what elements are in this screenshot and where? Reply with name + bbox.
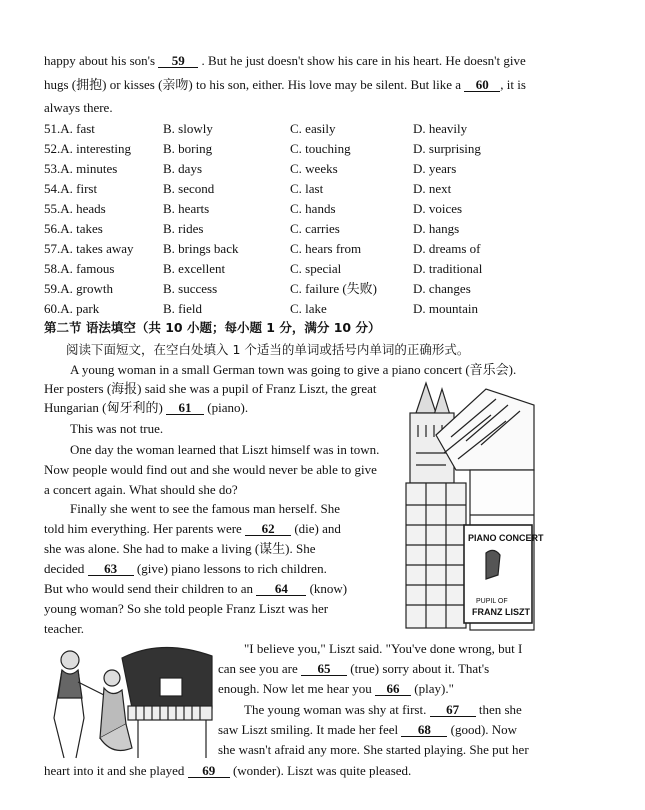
blank-69[interactable]: 69 (188, 764, 230, 778)
piano-illustration (42, 638, 214, 762)
blank-59[interactable]: 59 (158, 54, 198, 68)
option-a-text[interactable]: A. takes away (60, 241, 134, 256)
option-c[interactable]: C. last (290, 181, 324, 196)
option-b[interactable]: B. slowly (163, 121, 213, 136)
option-a[interactable] (44, 141, 131, 157)
question-number: 51. (44, 121, 61, 136)
p2-l16: can see you are 65 (true) sorry about it. That's (218, 661, 490, 676)
option-d[interactable]: D. heavily (413, 121, 468, 136)
blank-67[interactable]: 67 (430, 703, 476, 717)
passage1-line3: always there. (44, 100, 113, 115)
option-b[interactable]: B. boring (163, 141, 213, 156)
option-a[interactable] (44, 161, 117, 177)
option-c[interactable]: C. hands (290, 201, 336, 216)
question-number: 57. (44, 241, 61, 256)
p2-l3: Hungarian (匈牙利的) 61 (piano). (44, 400, 249, 415)
blank-66[interactable]: 66 (375, 682, 411, 696)
option-d[interactable]: D. years (413, 161, 457, 176)
p2-l7: a concert again. What should she do? (44, 482, 238, 497)
option-b[interactable]: B. second (163, 181, 215, 196)
p2-l14: teacher. (44, 621, 85, 636)
blank-62[interactable]: 62 (245, 522, 291, 536)
option-a-text[interactable]: A. growth (60, 281, 113, 296)
option-d[interactable]: D. mountain (413, 301, 478, 316)
option-c[interactable]: C. touching (290, 141, 351, 156)
p2-l5: One day the woman learned that Liszt himself was in town. (70, 442, 380, 457)
option-c[interactable]: C. lake (290, 301, 327, 316)
p2-l21: heart into it and she played 69 (wonder). Liszt was quite pleased. (44, 763, 412, 778)
option-c[interactable]: C. easily (290, 121, 336, 136)
p2-l2: Her posters (海报) said she was a pupil of Franz Liszt, the great (44, 381, 377, 396)
option-a[interactable] (44, 281, 113, 297)
option-a-text[interactable]: A. fast (60, 121, 95, 136)
svg-text:FRANZ LISZT: FRANZ LISZT (472, 607, 530, 617)
option-a[interactable] (44, 241, 134, 257)
option-a-text[interactable]: A. minutes (60, 161, 118, 176)
p2-l1: A young woman in a small German town was going to give a piano concert (音乐会). (70, 362, 517, 377)
question-number: 55. (44, 201, 61, 216)
town-poster-illustration (396, 375, 544, 633)
svg-text:PIANO CONCERT: PIANO CONCERT (468, 533, 544, 543)
option-d[interactable]: D. voices (413, 201, 463, 216)
option-a-text[interactable]: A. takes (60, 221, 103, 236)
p2-l10: she was alone. She had to make a living (谋生). She (44, 541, 316, 556)
blank-68[interactable]: 68 (401, 723, 447, 737)
section-instruction: 阅读下面短文，在空白处填入 1 个适当的单词或括号内单词的正确形式。 (66, 342, 470, 357)
option-d[interactable]: D. next (413, 181, 452, 196)
p2-l6: Now people would find out and she would never be able to give (44, 462, 377, 477)
option-a-text[interactable]: A. famous (60, 261, 115, 276)
option-b[interactable]: B. success (163, 281, 218, 296)
p2-l15: "I believe you," Liszt said. "You've done wrong, but I (244, 641, 523, 656)
option-b[interactable]: B. field (163, 301, 202, 316)
p2-l13: young woman? So she told people Franz Liszt was her (44, 601, 329, 616)
p2-l18: The young woman was shy at first. 67 then she (244, 702, 522, 717)
p2-l8: Finally she went to see the famous man herself. She (70, 501, 341, 516)
question-number: 60. (44, 301, 61, 316)
passage1-line2: hugs (拥抱) or kisses (亲吻) to his son, either. His love may be silent. But like a 60 , it is (44, 77, 526, 92)
svg-text:PUPIL OF: PUPIL OF (476, 598, 508, 605)
question-number: 58. (44, 261, 61, 276)
option-c[interactable]: C. weeks (290, 161, 338, 176)
p2-l12: But who would send their children to an 64 (know) (44, 581, 348, 596)
question-number: 59. (44, 281, 61, 296)
p2-l19: saw Liszt smiling. It made her feel 68 (good). Now (218, 722, 518, 737)
option-d[interactable]: D. changes (413, 281, 471, 296)
option-b[interactable]: B. rides (163, 221, 204, 236)
blank-63[interactable]: 63 (88, 562, 134, 576)
p2-l11: decided 63 (give) piano lessons to rich children. (44, 561, 327, 576)
option-d[interactable]: D. surprising (413, 141, 481, 156)
option-d[interactable]: D. traditional (413, 261, 483, 276)
blank-60[interactable]: 60 (464, 78, 500, 92)
blank-61[interactable]: 61 (166, 401, 204, 415)
option-c[interactable]: C. carries (290, 221, 340, 236)
section-heading: 第二节 语法填空（共 10 小题；每小题 1 分，满分 10 分） (44, 320, 381, 335)
p2-l20: she wasn't afraid any more. She started playing. She put her (218, 742, 529, 757)
option-c[interactable]: C. special (290, 261, 342, 276)
option-a-text[interactable]: A. first (60, 181, 98, 196)
passage1-line1: happy about his son's 59 . But he just doesn't show his care in his heart. He doesn't give (44, 53, 526, 68)
option-a[interactable] (44, 261, 114, 277)
option-a[interactable] (44, 181, 97, 197)
blank-65[interactable]: 65 (301, 662, 347, 676)
option-a-text[interactable]: A. heads (60, 201, 106, 216)
question-number: 54. (44, 181, 61, 196)
option-b[interactable]: B. days (163, 161, 202, 176)
option-d[interactable]: D. dreams of (413, 241, 481, 256)
option-d[interactable]: D. hangs (413, 221, 460, 236)
p2-l9: told him everything. Her parents were 62 (die) and (44, 521, 341, 536)
option-a[interactable] (44, 221, 103, 237)
option-b[interactable]: B. hearts (163, 201, 210, 216)
option-b[interactable]: B. excellent (163, 261, 226, 276)
option-a-text[interactable]: A. interesting (60, 141, 132, 156)
option-a[interactable] (44, 201, 106, 217)
question-number: 52. (44, 141, 61, 156)
option-a-text[interactable]: A. park (60, 301, 100, 316)
option-c[interactable]: C. hears from (290, 241, 362, 256)
blank-64[interactable]: 64 (256, 582, 306, 596)
option-b[interactable]: B. brings back (163, 241, 239, 256)
option-a[interactable] (44, 121, 95, 137)
option-c[interactable]: C. failure (失败) (290, 281, 378, 296)
option-a[interactable] (44, 301, 99, 317)
p2-l4: This was not true. (70, 421, 164, 436)
p2-l17: enough. Now let me hear you 66 (play)." (218, 681, 454, 696)
question-number: 53. (44, 161, 61, 176)
question-number: 56. (44, 221, 61, 236)
